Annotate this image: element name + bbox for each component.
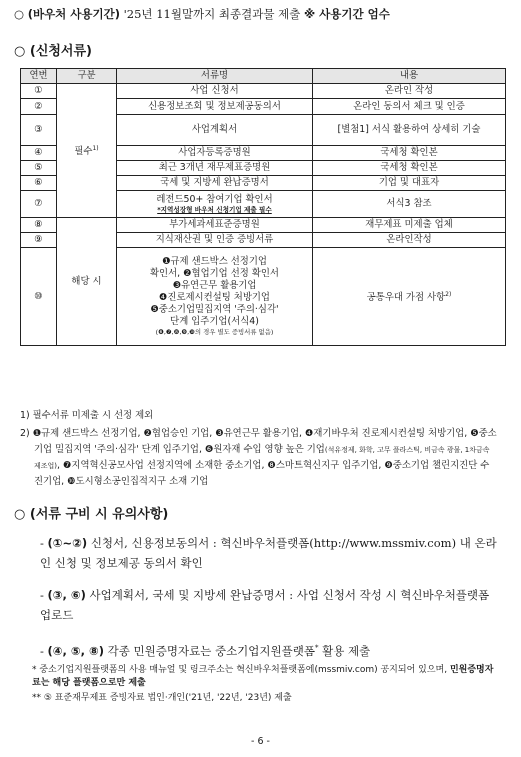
doc-content: 국세청 확인본 <box>313 146 506 161</box>
doc-name: 신용정보조회 및 정보제공동의서 <box>117 99 313 115</box>
doc-name: 부가세과세표준증명원 <box>117 218 313 233</box>
row-no: ⑦ <box>21 191 57 218</box>
doc-name: 레전드50+ 참여기업 확인서 *지역성장형 바우처 신청기업 제출 필수 <box>117 191 313 218</box>
row-no: ⑩ <box>21 248 57 346</box>
table-notes <box>20 408 498 490</box>
table-header-row <box>21 69 506 84</box>
doc-name: 국세 및 지방세 완납증명서 <box>117 176 313 191</box>
usage-period-note: ※ 사용기간 엄수 <box>304 7 390 21</box>
section-title-docs: ○ (신청서류) <box>14 44 92 59</box>
doc-content: 공통우대 가점 사항$^{2)}$ <box>313 248 506 346</box>
doc-name: ❶규제 샌드박스 선정기업 확인서, ❷협업기업 선정 확인서 ❸유연근무 활용기업 ❹진로제시컨설팅 처방기업 ❺중소기업밀집지역 '주의·심각' 단계 입주기업(서식4) (❻,❼,❽,❾,❿의 경우 별도 증빙서류 없음) <box>117 248 313 346</box>
note-1: 1) 필수서류 미제출 시 선정 제외 <box>20 410 154 421</box>
row-no: ② <box>21 99 57 115</box>
row-no: ⑨ <box>21 233 57 248</box>
row-no: ⑤ <box>21 161 57 176</box>
row-no: ① <box>21 84 57 99</box>
usage-period-label: (바우처 사용기간) <box>27 7 120 21</box>
usage-period-line <box>14 6 390 22</box>
row-no: ⑥ <box>21 176 57 191</box>
regional-voucher-note: *지역성장형 바우처 신청기업 제출 필수 <box>157 205 272 214</box>
doc-name: 최근 3개년 재무제표증명원 <box>117 161 313 176</box>
col-header-doc-name: 서류명 <box>117 69 313 84</box>
doc-name: 지식재산권 및 인증 증빙서류 <box>117 233 313 248</box>
category-required: 필수$^{1)}$ <box>57 84 117 218</box>
doc-content: 온라인 작성 <box>313 84 506 99</box>
category-applicable: 해당 시 <box>57 218 117 346</box>
col-header-no: 연번 <box>21 69 57 84</box>
footnote-1: * 중소기업지원플랫폼의 사용 매뉴얼 및 링크주소는 혁신바우처플랫폼에(mssmiv.com) 공지되어 있으며, 민원증명자료는 해당 플랫폼으로만 제출 <box>32 665 494 688</box>
doc-content: 온라인 동의서 체크 및 인증 <box>313 99 506 115</box>
row-no: ⑧ <box>21 218 57 233</box>
page-number: - 6 - <box>251 736 270 747</box>
caution-item: - (①~②) 신청서, 신용정보동의서 : 혁신바우처플랫폼(http://www.mssmiv.com) 내 온라인 신청 및 정보제공 동의서 확인 <box>40 536 497 570</box>
col-header-category: 구분 <box>57 69 117 84</box>
table-row <box>21 218 506 233</box>
doc-name: 사업계획서 <box>117 115 313 146</box>
doc-content: 재무제표 미제출 업체 <box>313 218 506 233</box>
doc-content: 온라인작성 <box>313 233 506 248</box>
doc-content: 서식3 참조 <box>313 191 506 218</box>
section-title-caution: ○ (서류 구비 시 유의사항) <box>14 507 169 522</box>
footnote-2: ** ⑤ 표준재무제표 증빙자료 법인·개인('21년, '22년, '23년) 제출 <box>32 693 292 703</box>
bullet: ○ <box>14 7 25 21</box>
doc-content: 국세청 확인본 <box>313 161 506 176</box>
doc-content: [별첨1] 서식 활용하여 상세히 기술 <box>313 115 506 146</box>
section-caution-label: (서류 구비 시 유의사항) <box>29 507 169 522</box>
doc-content: 기업 및 대표자 <box>313 176 506 191</box>
caution-item: - (④, ⑤, ⑧) 각종 민원증명자료는 중소기업지원플랫폼* 활용 제출 <box>40 643 371 658</box>
row-no: ④ <box>21 146 57 161</box>
no-proof-note: (❻,❼,❽,❾,❿의 경우 별도 증빙서류 없음) <box>155 328 274 336</box>
doc-name: 사업자등록증명원 <box>117 146 313 161</box>
row-no: ③ <box>21 115 57 146</box>
col-header-content: 내용 <box>313 69 506 84</box>
table-row <box>21 84 506 99</box>
caution-item: - (③, ⑥) 사업계획서, 국세 및 지방세 완납증명서 : 사업 신청서 작성 시 혁신바우처플랫폼 업로드 <box>40 588 490 622</box>
doc-name: 사업 신청서 <box>117 84 313 99</box>
documents-table <box>20 68 506 346</box>
note-2: 2) ❶규제 샌드박스 선정기업, ❷협업승인 기업, ❸유연근무 활용기업, ❹재기바우처 진로제시컨설팅 처방기업, ❺중소기업 밀집지역 '주의·심각' 단계 입주기업, ❻원자재 수입 영향 높은 기업(석유정제, 화학, 고무 플라스틱, 비금속 광물, 1차금속 제조업), ❼지역혁신공모사업 선정지역에 소재한 중소기업, ❽스마트혁신지구 입주기업, ❾중소기업 챌린지진단 수진기업, ❿도시형소공인집적지구 소재 기업 <box>20 428 497 487</box>
section-docs-label: (신청서류) <box>29 44 92 59</box>
usage-period-text: '25년 11월말까지 최종결과물 제출 <box>119 7 304 21</box>
